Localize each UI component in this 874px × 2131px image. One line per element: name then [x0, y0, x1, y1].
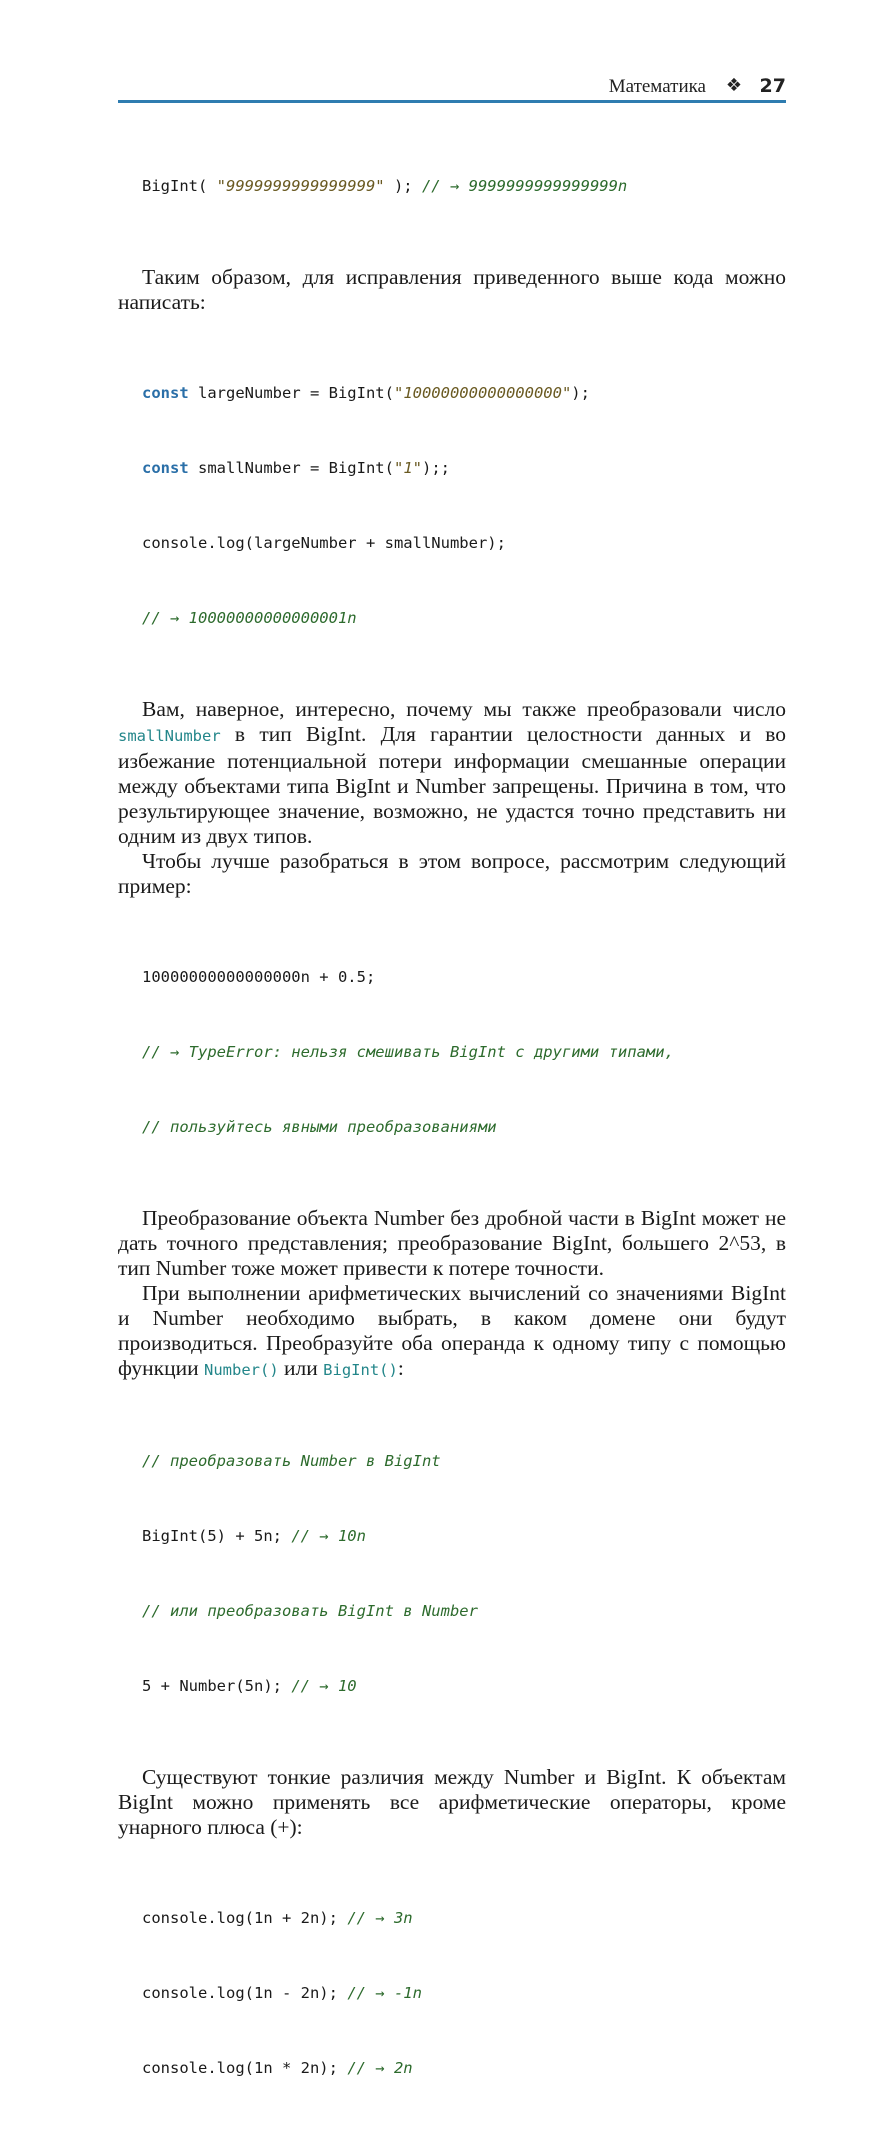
header-rule	[118, 100, 786, 103]
page-number: 27	[759, 75, 786, 97]
code-line: const largeNumber = BigInt("10000000000000000");	[142, 384, 590, 402]
running-header	[118, 74, 786, 100]
code-line: // пользуйтесь явными преобразованиями	[142, 1118, 497, 1136]
inline-code: Number()	[204, 1361, 279, 1379]
paragraph-3: Чтобы лучше разобраться в этом вопросе, рассмотрим следующий пример:	[118, 849, 786, 898]
code-line: const smallNumber = BigInt("1");;	[142, 459, 450, 477]
header-title: Математика	[608, 76, 706, 97]
code-line: console.log(1n * 2n); // → 2n	[142, 2059, 413, 2077]
code-line: 10000000000000000n + 0.5;	[142, 968, 376, 986]
code-line: BigInt(5) + 5n; // → 10n	[142, 1527, 366, 1545]
code-line: // преобразовать Number в BigInt	[142, 1452, 441, 1470]
code-line: BigInt( "9999999999999999" ); // → 9999999999999999n	[142, 177, 628, 195]
paragraph-4: Преобразование объекта Number без дробной части в BigInt может не дать точного представления; преобразование BigInt, большего 2^53, в тип Number тоже может привести к потере точности.	[118, 1206, 786, 1280]
paragraph-5: При выполнении арифметических вычислений со значениями BigInt и Number необходимо выбрать, в каком домене они будут производиться. Преобразуйте оба операнда к одному типу с помощью функции Number() или BigInt():	[118, 1281, 786, 1380]
paragraph-1: Таким образом, для исправления приведенного выше кода можно написать:	[118, 265, 786, 314]
inline-code: smallNumber	[118, 727, 221, 745]
code-block-3	[118, 915, 786, 1190]
code-line: console.log(largeNumber + smallNumber);	[142, 534, 506, 552]
code-block-2	[118, 331, 786, 681]
code-block-1	[118, 124, 786, 249]
code-line: // → TypeError: нельзя смешивать BigInt с другими типами,	[142, 1043, 674, 1061]
paragraph-6: Существуют тонкие различия между Number и BigInt. К объектам BigInt можно применять все арифметические операторы, кроме унарного плюса (+):	[118, 1765, 786, 1839]
code-block-5	[118, 1856, 786, 2131]
paragraph-2: Вам, наверное, интересно, почему мы также преобразовали число smallNumber в тип BigInt. Для гарантии целостности данных и во избежание потенциальной потери информации смешанные операции между объектами типа BigInt и Number запрещены. Причина в том, что результирующее значение, возможно, не удастся точно представить ни одним из двух типов.	[118, 697, 786, 848]
code-line: console.log(1n - 2n); // → -1n	[142, 1984, 422, 2002]
code-line: // → 10000000000000001n	[142, 609, 357, 627]
inline-code: BigInt()	[323, 1361, 398, 1379]
page-body	[118, 124, 786, 2131]
code-line: console.log(1n + 2n); // → 3n	[142, 1909, 413, 1927]
code-block-4	[118, 1399, 786, 1749]
code-line: 5 + Number(5n); // → 10	[142, 1677, 357, 1695]
ornament-icon: ❖	[725, 75, 742, 96]
code-line: // или преобразовать BigInt в Number	[142, 1602, 478, 1620]
